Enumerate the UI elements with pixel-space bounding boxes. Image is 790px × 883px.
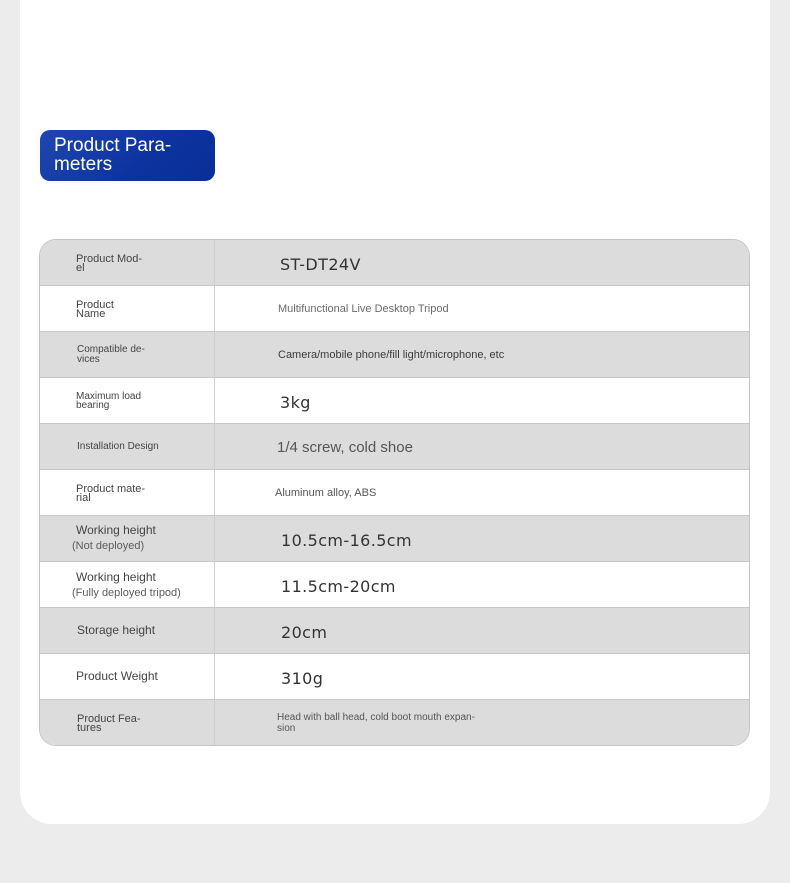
column-divider	[214, 332, 215, 377]
column-divider	[214, 516, 215, 561]
row-label-line: el	[76, 262, 85, 274]
row-value	[277, 712, 492, 734]
row-label-line: tures	[77, 722, 102, 734]
row-label: Installation Design	[77, 441, 159, 452]
table-row	[40, 516, 749, 562]
row-value: 20cm	[281, 623, 328, 642]
row-label-line: Working height	[76, 570, 156, 584]
row-sublabel: (Not deployed)	[72, 540, 145, 552]
row-label-line: bearing	[76, 400, 110, 411]
column-divider	[214, 378, 215, 423]
row-label-line: Product mate-	[76, 483, 146, 495]
column-divider	[214, 240, 215, 285]
row-label	[77, 715, 141, 733]
row-sublabel: (Fully deployed tripod)	[72, 587, 181, 599]
column-divider	[214, 608, 215, 653]
row-label-line: Compatible de-	[77, 344, 145, 355]
row-label-line: Maximum load	[76, 391, 142, 402]
section-title-line1: Product Para-	[54, 135, 172, 156]
section-title-line2: meters	[54, 154, 113, 175]
row-label: Storage height	[77, 623, 156, 637]
table-row	[40, 654, 749, 700]
row-label	[77, 345, 145, 364]
row-value: 310g	[281, 669, 324, 688]
row-value: 10.5cm-16.5cm	[281, 531, 412, 550]
row-label	[76, 485, 145, 503]
row-label	[72, 523, 156, 553]
row-label	[76, 392, 141, 410]
column-divider	[214, 654, 215, 699]
table-row	[40, 332, 749, 378]
row-label-line: Working height	[76, 523, 156, 537]
column-divider	[214, 562, 215, 607]
section-title-badge	[40, 130, 215, 181]
table-row	[40, 378, 749, 424]
column-divider	[214, 424, 215, 469]
row-label: Product Weight	[76, 669, 158, 683]
column-divider	[214, 286, 215, 331]
row-value: 1/4 screw, cold shoe	[277, 439, 413, 456]
row-label-line: Product	[76, 299, 114, 311]
row-label	[76, 301, 114, 319]
table-row	[40, 470, 749, 516]
table-row	[40, 562, 749, 608]
row-label	[72, 570, 181, 600]
row-label-line: Product Mod-	[76, 253, 143, 265]
row-label	[76, 255, 142, 273]
row-value: 11.5cm-20cm	[281, 577, 396, 596]
row-value-line: sion	[277, 723, 296, 734]
product-parameters-table	[39, 239, 750, 746]
table-row	[40, 700, 749, 746]
row-value: Aluminum alloy, ABS	[275, 487, 377, 499]
column-divider	[214, 470, 215, 515]
row-label-line: rial	[76, 492, 91, 504]
row-value: 3kg	[280, 393, 311, 412]
row-label-line: Product Fea-	[77, 713, 141, 725]
row-value: Multifunctional Live Desktop Tripod	[278, 303, 449, 315]
row-value-line: Head with ball head, cold boot mouth expan-	[277, 712, 475, 723]
column-divider	[214, 700, 215, 746]
row-label-line: Name	[76, 308, 106, 320]
table-row	[40, 608, 749, 654]
table-row	[40, 240, 749, 286]
row-value: ST-DT24V	[280, 255, 361, 274]
row-label-line: vices	[77, 354, 100, 365]
table-row	[40, 424, 749, 470]
table-row	[40, 286, 749, 332]
row-value: Camera/mobile phone/fill light/microphone, etc	[278, 349, 505, 361]
